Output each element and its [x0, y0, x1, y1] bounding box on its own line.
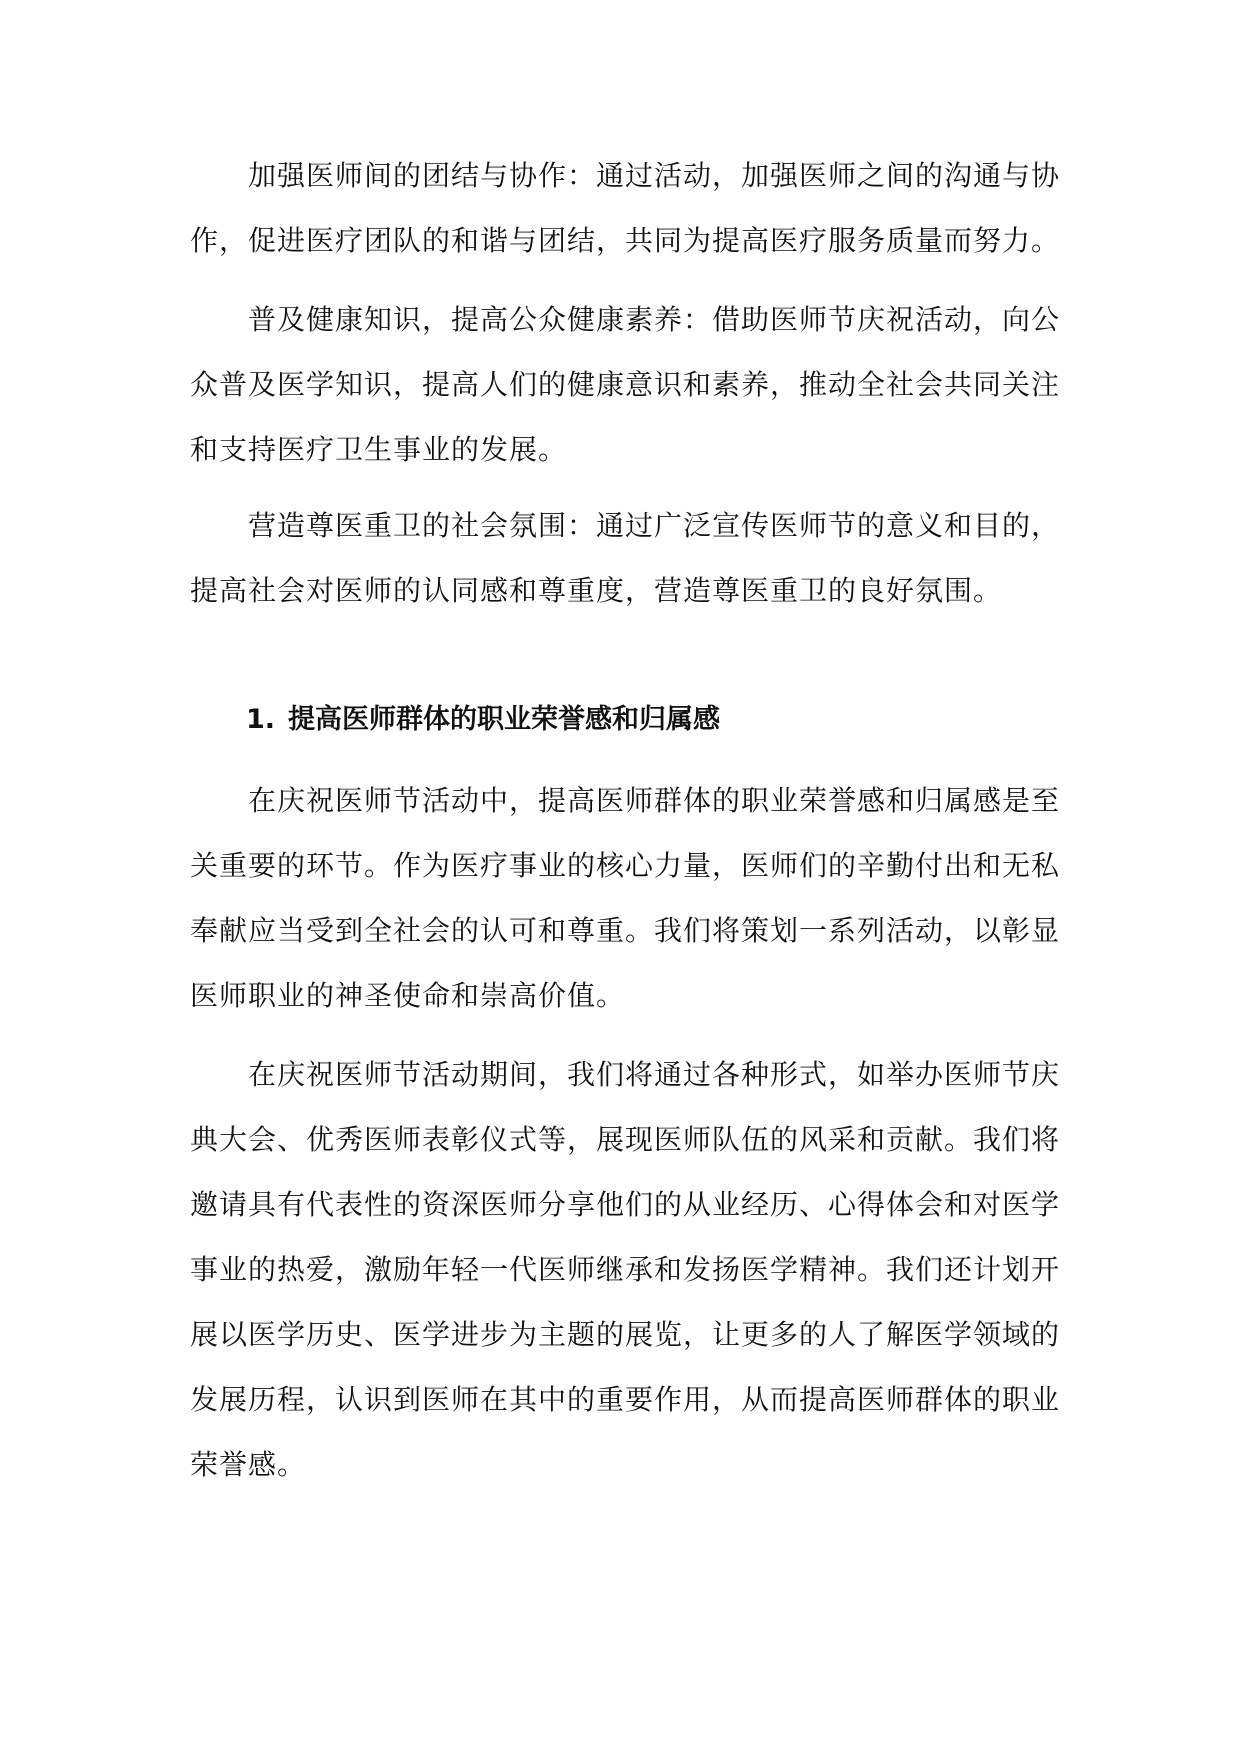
section-heading-text: 提高医师群体的职业荣誉感和归属感 — [288, 704, 720, 735]
paragraph-health-knowledge: 普及健康知识，提高公众健康素养：借助医师节庆祝活动，向公众普及医学知识，提高人们的健康意识和素养，推动全社会共同关注和支持医疗卫生事业的发展。 — [190, 303, 1061, 466]
section-heading — [246, 700, 720, 740]
paragraph-social-atmosphere: 营造尊医重卫的社会氛围：通过广泛宣传医师节的意义和目的，提高社会对医师的认同感和尊重度，营造尊医重卫的良好氛围。 — [190, 509, 1061, 607]
paragraph-team-cooperation: 加强医师间的团结与协作：通过活动，加强医师之间的沟通与协作，促进医疗团队的和谐与团结，共同为提高医疗服务质量而努力。 — [190, 159, 1061, 257]
paragraph-professional-honor: 在庆祝医师节活动中，提高医师群体的职业荣誉感和归属感是至关重要的环节。作为医疗事业的核心力量，医师们的辛勤付出和无私奉献应当受到全社会的认可和尊重。我们将策划一系列活动，以彰显医师职业的神圣使命和崇高价值。 — [190, 784, 1061, 1012]
section-heading-number: 1. — [246, 704, 276, 735]
paragraph-activity-plans: 在庆祝医师节活动期间，我们将通过各种形式，如举办医师节庆典大会、优秀医师表彰仪式等，展现医师队伍的风采和贡献。我们将邀请具有代表性的资深医师分享他们的从业经历、心得体会和对医学事业的热爱，激励年轻一代医师继承和发扬医学精神。我们还计划开展以医学历史、医学进步为主题的展览，让更多的人了解医学领域的发展历程，认识到医师在其中的重要作用，从而提高医师群体的职业荣誉感。 — [190, 1058, 1061, 1481]
